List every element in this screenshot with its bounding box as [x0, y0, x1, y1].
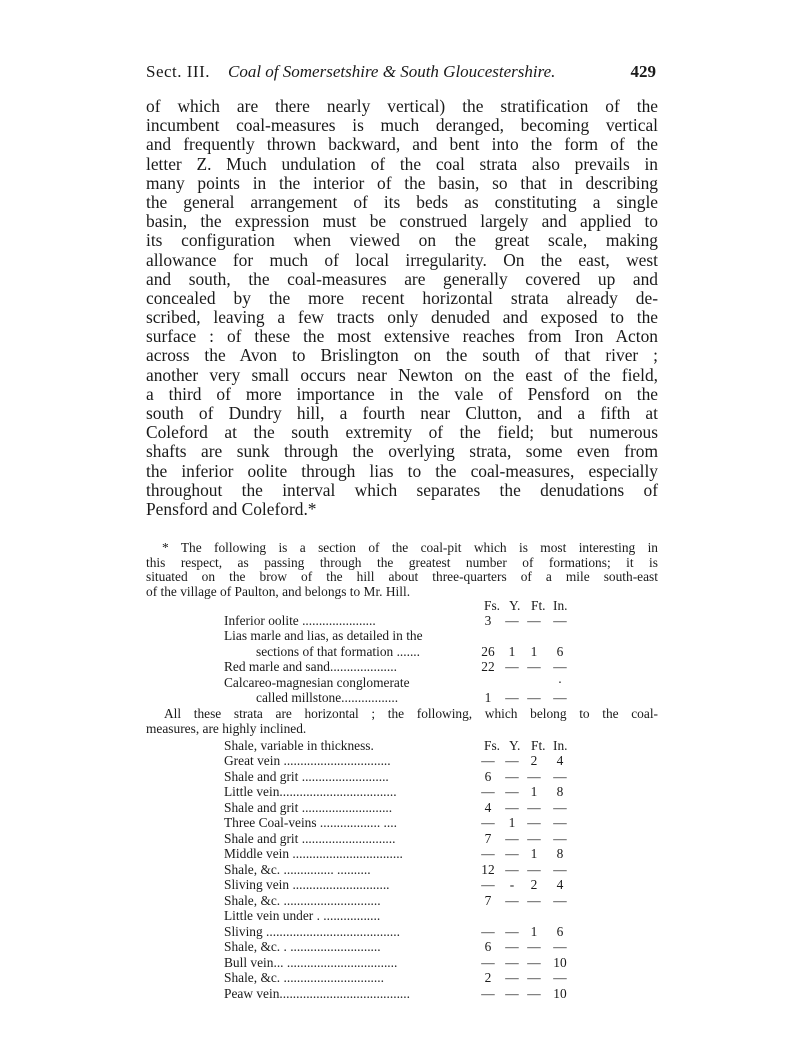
- table-row: [0, 924, 800, 939]
- measure-fs: —: [481, 923, 495, 939]
- measure-ft: —: [527, 985, 541, 1001]
- body-line: concealed by the more recent horizontal strata already de-: [146, 287, 658, 308]
- stratum-name: Middle vein .................................: [224, 846, 403, 861]
- measure-ft: —: [527, 830, 541, 846]
- stratum-name: Red marle and sand....................: [224, 659, 397, 675]
- measure-fs: 12: [481, 861, 495, 877]
- measure-y: 1: [508, 643, 516, 659]
- measure-in: —: [553, 861, 567, 877]
- measure-fs: 7: [484, 892, 492, 908]
- stratum-name: Little vein under . .................: [224, 908, 381, 923]
- measure-ft: 2: [530, 877, 538, 892]
- measure-fs: 4: [484, 799, 492, 815]
- measure-in: ·: [557, 674, 563, 690]
- table-row: [0, 877, 800, 892]
- body-line: south of Dundry hill, a fourth near Clutton, and a fifth at: [146, 403, 658, 423]
- stratum-name: Bull vein... .................................: [224, 954, 398, 970]
- measure-in: —: [553, 830, 567, 846]
- body-line: another very small occurs near Newton on the east of the field,: [146, 364, 658, 385]
- table-row: [0, 955, 800, 970]
- stratum-name: Shale, &c. ............... ..........: [224, 861, 371, 877]
- measure-y: —: [505, 690, 519, 705]
- body-line: allowance for much of local irregularity. On the east, west: [146, 249, 658, 270]
- stratum-name: Peaw vein.......................................: [224, 985, 410, 1001]
- stratum-name: Sliving ........................................: [224, 923, 400, 939]
- measure-y: 1: [508, 815, 516, 830]
- measure-y: —: [505, 970, 519, 985]
- measure-y: —: [505, 846, 519, 861]
- measure-fs: —: [481, 846, 495, 861]
- measure-y: —: [505, 830, 519, 846]
- measure-in: 8: [556, 846, 564, 861]
- column-header: Fs.: [484, 738, 501, 753]
- stratum-name: Shale and grit ............................: [224, 830, 396, 846]
- footnote-line: this respect, as passing through the greatest number of formations; it is: [146, 554, 658, 570]
- body-line: and south, the coal-measures are generally covered up and: [146, 268, 658, 289]
- stratum-name: sections of that formation .......: [256, 643, 421, 659]
- measure-y: -: [509, 877, 515, 892]
- measure-in: —: [553, 815, 567, 830]
- table-row: [0, 862, 800, 877]
- body-line: across the Avon to Brislington on the south of that river ;: [146, 345, 658, 366]
- measure-ft: —: [527, 861, 541, 877]
- column-header: Ft.: [531, 598, 546, 613]
- table-row: [0, 970, 800, 985]
- table-row: [0, 690, 800, 705]
- measure-fs: —: [481, 753, 495, 768]
- body-line: of which are there nearly vertical) the stratification of the: [146, 96, 658, 116]
- measure-y: —: [505, 861, 519, 877]
- body-line: and frequently thrown backward, and bent into the form of the: [146, 134, 658, 155]
- stratum-name: called millstone.................: [256, 690, 399, 705]
- measure-ft: —: [527, 892, 541, 908]
- measure-in: —: [553, 659, 567, 675]
- measure-y: —: [505, 613, 519, 628]
- body-line: its configuration when viewed on the great scale, making: [146, 230, 658, 251]
- stratum-name: Shale, &c. .............................: [224, 892, 381, 908]
- table-row: [0, 628, 800, 643]
- measure-ft: —: [527, 939, 541, 954]
- stratum-name: Three Coal-veins .................. ....: [224, 815, 397, 830]
- measure-fs: 7: [484, 830, 492, 846]
- measure-ft: —: [527, 768, 541, 784]
- table-row: [0, 784, 800, 799]
- measure-y: —: [505, 784, 519, 799]
- measure-ft: —: [527, 690, 541, 705]
- measure-in: 6: [556, 643, 564, 659]
- measure-in: —: [553, 799, 567, 815]
- footnote-line: * The following is a section of the coal-pit which is most interesting in: [162, 540, 658, 555]
- stratum-name: Inferior oolite ......................: [224, 613, 376, 628]
- page-number: 429: [630, 62, 656, 81]
- body-line: the general arrangement of its beds as constituting a single: [146, 191, 658, 212]
- measure-y: —: [505, 768, 519, 784]
- body-line: the inferior oolite through lias to the coal-measures, especially: [146, 460, 658, 481]
- body-line: surface : of these the most extensive reaches from Iron Acton: [146, 326, 658, 347]
- table-row: [0, 939, 800, 954]
- table-row: [0, 675, 800, 690]
- body-line: basin, the expression must be construed largely and applied to: [146, 211, 658, 232]
- stratum-name: Little vein...................................: [224, 784, 397, 799]
- measure-fs: 26: [481, 643, 495, 659]
- table-row: [0, 846, 800, 861]
- body-line: many points in the interior of the basin, so that in describing: [146, 172, 658, 193]
- measure-y: —: [505, 753, 519, 768]
- measure-ft: 1: [530, 923, 538, 939]
- measure-y: —: [505, 799, 519, 815]
- interlude-line: All these strata are horizontal ; the following, which belong to the coal-: [164, 706, 658, 721]
- measure-in: —: [553, 768, 567, 784]
- measure-y: —: [505, 939, 519, 954]
- table-row: [0, 800, 800, 815]
- running-head: [146, 62, 656, 86]
- stratum-name: Shale, &c. . ...........................: [224, 939, 381, 954]
- body-line: letter Z. Much undulation of the coal strata also prevails in: [146, 153, 658, 174]
- table-row: [0, 644, 800, 659]
- measure-ft: 1: [530, 784, 538, 799]
- measure-ft: 1: [530, 643, 538, 659]
- table-row: [0, 831, 800, 846]
- measure-in: —: [553, 690, 567, 705]
- measure-y: —: [505, 892, 519, 908]
- table-row: [0, 986, 800, 1001]
- measure-fs: 6: [484, 939, 492, 954]
- measure-in: —: [553, 613, 567, 628]
- column-header: Y.: [509, 598, 521, 613]
- measure-fs: 6: [484, 768, 492, 784]
- measure-ft: —: [527, 815, 541, 830]
- measure-in: 8: [556, 784, 564, 799]
- measure-in: —: [553, 892, 567, 908]
- measure-ft: 2: [530, 753, 538, 768]
- measure-in: —: [553, 970, 567, 985]
- footnote-line: of the village of Paulton, and belongs to Mr. Hill.: [146, 583, 411, 599]
- measure-fs: —: [481, 784, 495, 799]
- measure-fs: 3: [484, 613, 492, 628]
- measure-fs: —: [481, 985, 495, 1001]
- measure-in: —: [553, 939, 567, 954]
- stratum-name: Calcareo-magnesian conglomerate: [224, 674, 410, 690]
- body-line: scribed, leaving a few tracts only denuded and exposed to the: [146, 307, 658, 328]
- measure-y: —: [505, 923, 519, 939]
- column-header: Y.: [509, 738, 521, 753]
- stratum-name: Shale and grit ...........................: [224, 799, 393, 815]
- body-line: Pensford and Coleford.*: [146, 498, 317, 519]
- body-line: a third of more importance in the vale of Pensford on the: [146, 383, 658, 404]
- column-header: Fs.: [484, 598, 501, 613]
- measure-ft: 1: [530, 846, 538, 861]
- measure-ft: —: [527, 799, 541, 815]
- measure-y: —: [505, 954, 519, 970]
- measure-fs: 1: [484, 690, 492, 705]
- measure-in: 10: [553, 954, 567, 970]
- measure-fs: —: [481, 954, 495, 970]
- body-line: throughout the interval which separates the denudations of: [146, 479, 658, 500]
- stratum-name: Lias marle and lias, as detailed in the: [224, 628, 423, 644]
- stratum-name: Shale, &c. ..............................: [224, 970, 384, 985]
- table-row: [0, 815, 800, 830]
- table-row: [0, 753, 800, 768]
- column-header: Ft.: [531, 738, 546, 753]
- column-header: In.: [553, 738, 568, 753]
- stratum-name: Sliving vein .............................: [224, 877, 390, 892]
- measure-ft: —: [527, 659, 541, 675]
- stratum-name: Great vein ................................: [224, 753, 391, 768]
- running-title: Coal of Somersetshire & South Gloucestershire.: [228, 62, 556, 81]
- measure-y: —: [505, 985, 519, 1001]
- body-paragraph: [146, 97, 658, 519]
- measure-in: 4: [556, 877, 564, 892]
- measure-in: 10: [553, 985, 567, 1001]
- footnote-interlude: [146, 707, 658, 736]
- measure-in: 4: [556, 753, 564, 768]
- table-row: [0, 659, 800, 674]
- table-row: [0, 893, 800, 908]
- table-row: [0, 613, 800, 628]
- column-header: In.: [553, 598, 568, 613]
- footnote: [146, 541, 658, 599]
- footnote-line: situated on the brow of the hill about three-quarters of a mile south-east: [146, 569, 658, 585]
- measure-fs: 2: [484, 970, 492, 985]
- measure-ft: —: [527, 954, 541, 970]
- table-header-row: [0, 598, 800, 613]
- section-label: Sect. III.: [146, 62, 211, 81]
- table-row: [0, 908, 800, 923]
- measure-fs: 22: [481, 659, 495, 675]
- measure-in: 6: [556, 923, 564, 939]
- measure-ft: —: [527, 970, 541, 985]
- body-line: shafts are sunk through the overlying strata, some even from: [146, 441, 658, 462]
- body-line: incumbent coal-measures is much deranged, becoming vertical: [146, 115, 658, 136]
- measure-fs: —: [481, 877, 495, 892]
- interlude-line: measures, are highly inclined.: [146, 720, 307, 736]
- table-header-row: [0, 738, 800, 753]
- table-title: Shale, variable in thickness.: [224, 738, 374, 753]
- stratum-name: Shale and grit ..........................: [224, 768, 389, 784]
- measure-y: —: [505, 659, 519, 675]
- measure-ft: —: [527, 613, 541, 628]
- measure-fs: —: [481, 815, 495, 830]
- table-row: [0, 769, 800, 784]
- body-line: Coleford at the south extremity of the field; but numerous: [146, 422, 658, 443]
